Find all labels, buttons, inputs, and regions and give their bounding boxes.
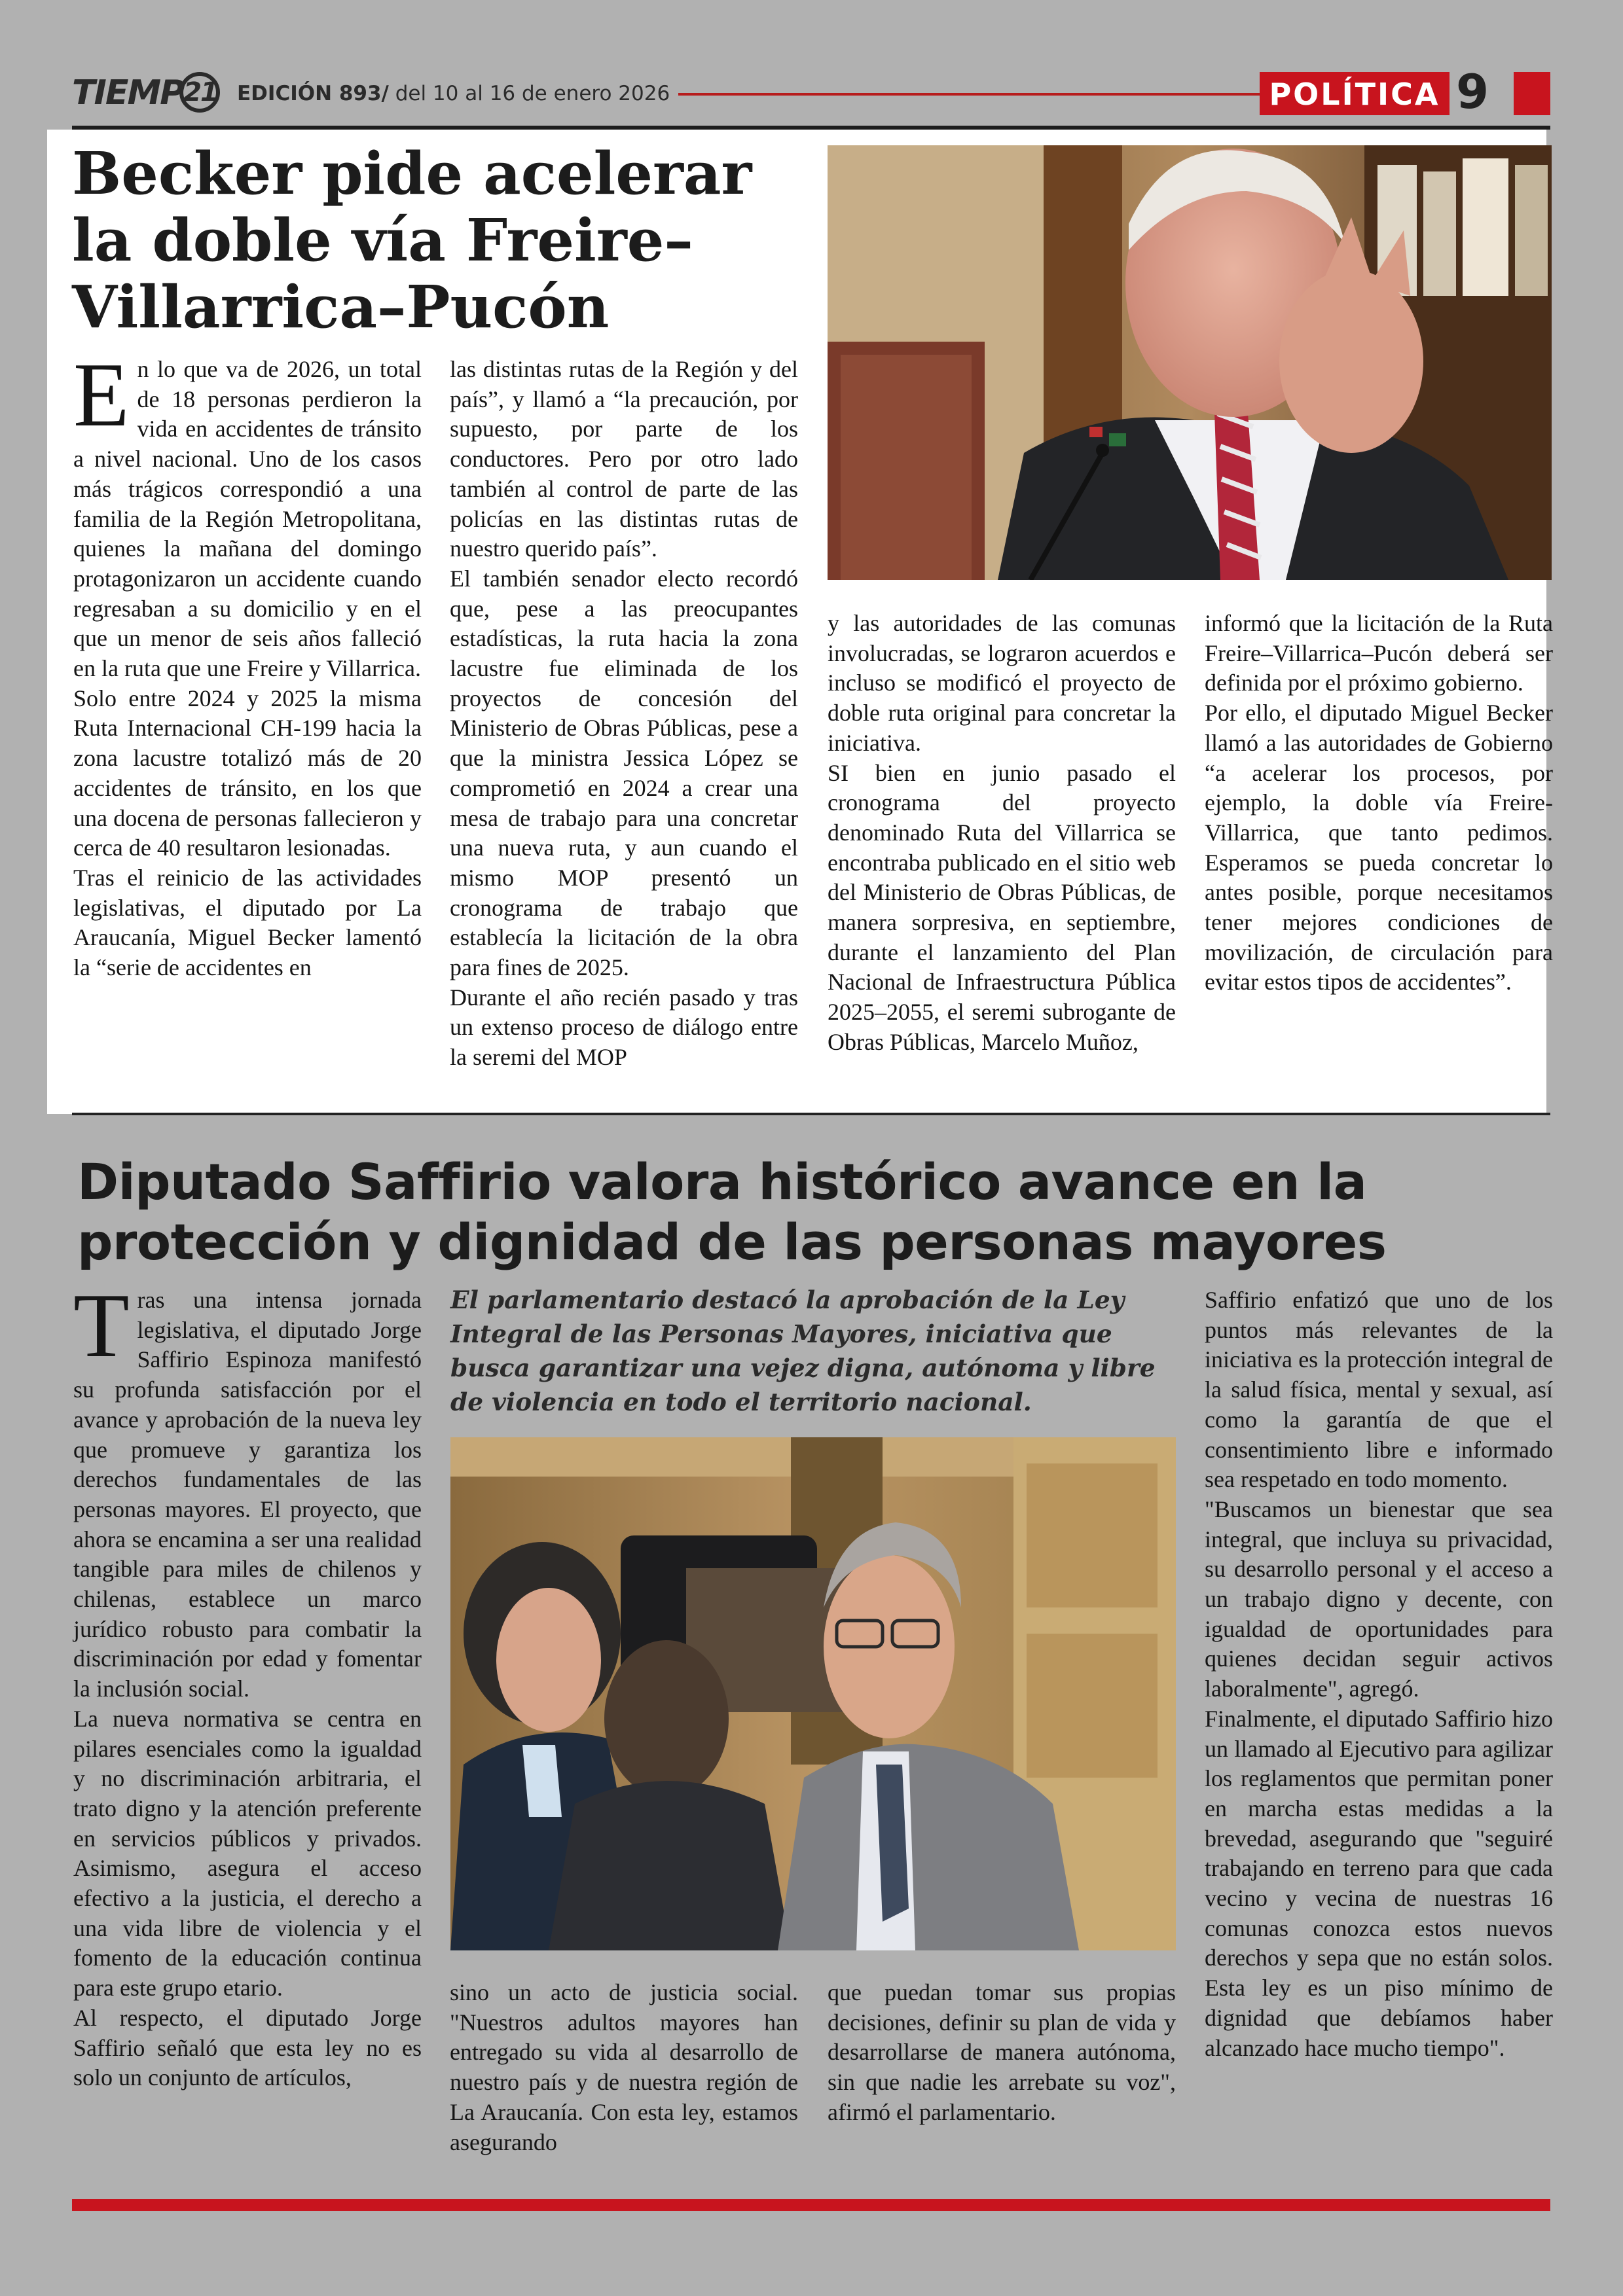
article1-paragraph: y las autoridades de las comunas involucradas, se lograron acuerdos e incluso se modificó el proyecto de doble ruta original para concretar la iniciativa. <box>828 610 1176 756</box>
header-red-rule <box>678 93 1261 96</box>
footer-red-rule <box>72 2199 1550 2211</box>
photo-becker-speaking <box>828 145 1552 580</box>
article1-paragraph: Tras el reinicio de las actividades legislativas, el diputado por La Araucanía, Miguel Becker lamentó la “serie de accidentes en <box>73 864 422 981</box>
edition-dates: del 10 al 16 de enero 2026 <box>388 82 670 105</box>
article2-lead: El parlamentario destacó la aprobación de la Ley Integral de las Personas Mayores, iniciativa que busca garantizar una vejez digna, autónoma y libre de violencia en todo el territorio nacional. <box>450 1285 1156 1416</box>
article1-paragraph: Durante el año recién pasado y tras un extenso proceso de diálogo entre la seremi del MOP <box>450 984 798 1071</box>
article1-paragraph: El también senador electo recordó que, pese a las preocupantes estadísticas, la ruta hacia la zona lacustre fue eliminada de los proyectos de concesión del Ministerio de Obras Públicas, pese a que la ministra Jessica López se comprometió en 2024 a crear una mesa de trabajo para una concretar una nueva ruta, y aun cuando el mismo MOP presentó un cronograma de trabajo que establecía la licitación de la obra para fines de 2025. <box>450 565 798 981</box>
article2-paragraph: La nueva normativa se centra en pilares esenciales como la igualdad y no discriminación arbitraria, el trato digno y la atención preferente en servicios públicos y privados. Asimismo, asegura el acceso efectivo a la justicia, el derecho a una vida libre de violencia y el fomento de la educación continua para este grupo etario. <box>73 1705 422 2001</box>
newspaper-logo <box>72 73 220 115</box>
logo-circle: 21 <box>179 72 220 113</box>
section-label: POLÍTICA <box>1260 72 1450 115</box>
article2-paragraph: que puedan tomar sus propias decisiones, definir su plan de vida y desarrollarse de manera autónoma, sin que nadie les arrebate su voz", afirmó el parlamentario. <box>828 1979 1176 2125</box>
article2-column-1 <box>73 1275 422 2093</box>
edition-label: EDICIÓN 893/ <box>237 82 389 105</box>
article1-paragraph: las distintas rutas de la Región y del país”, y llamó a “la precaución, por supuesto, por parte de los conductores. Pero por otro lado también al control de parte de las policías en las distintas rutas de nuestro querido país”. <box>450 356 798 562</box>
page-number: 9 <box>1456 64 1489 119</box>
article1-drop-cap: E <box>73 344 130 446</box>
article1-column-4 <box>1205 609 1553 997</box>
article2-column-4 <box>1205 1285 1553 2063</box>
photo-saffirio-conversation <box>450 1437 1176 1950</box>
article1-column-2 <box>450 355 798 1073</box>
article1-paragraph: n lo que va de 2026, un total de 18 personas perdieron la vida en accidentes de tránsito a nivel nacional. Uno de los casos más trágicos correspondió a una familia de la Región Metropolitana, quienes la mañana del domingo protagonizaron un accidente cuando regresaban a su domicilio y en el que un menor de seis años falleció en la ruta que une Freire y Villarrica. <box>73 356 422 682</box>
article1-paragraph: informó que la licitación de la Ruta Freire–Villarrica–Pucón deberá ser definida por el próximo gobierno. <box>1205 610 1553 696</box>
article2-paragraph: ras una intensa jornada legislativa, el diputado Jorge Saffirio Espinoza manifestó su profunda satisfacción por el avance y aprobación de la nueva ley que promueve y garantiza los derechos fundamentales de las personas mayores. El proyecto, que ahora se encamina a ser una realidad tangible para miles de chilenos y chilenas, establece un marco jurídico robusto para combatir la discriminación por edad y fomentar la inclusión social. <box>73 1287 422 1702</box>
article1-paragraph: Solo entre 2024 y 2025 la misma Ruta Internacional CH-199 hacia la zona lacustre totalizó más de 20 accidentes de tránsito, en los que una docena de personas fallecieron y cerca de 40 resultaron lesionadas. <box>73 685 422 861</box>
article1-paragraph: Por ello, el diputado Miguel Becker llamó a las autoridades de Gobierno “a acelerar los procesos, por ejemplo, la doble vía Freire-Villarrica, que tanto pedimos. Esperamos se pueda concretar lo antes posible, porque necesitamos tener mejores condiciones de movilización, de circulación para evitar estos tipos de accidentes”. <box>1205 700 1553 996</box>
edition-info <box>237 82 670 105</box>
article2-paragraph: "Buscamos un bienestar que sea integral, que incluya su privacidad, su desarrollo personal y el acceso a un trabajo digno y decente, con igualdad de oportunidades para quienes decidan seguir activos laboralmente", agregó. <box>1205 1496 1553 1702</box>
article2-column-3 <box>828 1978 1176 2128</box>
article2-title: Diputado Saffirio valora histórico avance en la protección y dignidad de las personas mayores <box>77 1153 1387 1271</box>
article2-paragraph: Finalmente, el diputado Saffirio hizo un llamado al Ejecutivo para agilizar los reglamentos que permitan poner en marcha estas medidas a la brevedad, asegurando que "seguiré trabajando en terreno para que cada vecino y vecina de nuestras 16 comunas conozca estos nuevos derechos y sepa que no están solos. Esta ley es un piso mínimo de dignidad que debíamos haber alcanzado hace mucho tiempo". <box>1205 1705 1553 2061</box>
article2-column-2 <box>450 1978 798 2157</box>
article1-title: Becker pide acelerar la doble vía Freire–Villarrica–Pucón <box>72 139 752 341</box>
article1-paragraph: SI bien en junio pasado el cronograma del proyecto denominado Ruta del Villarrica se encontraba publicado en el sitio web del Ministerio de Obras Públicas, de manera sorpresiva, en septiembre, durante el lanzamiento del Plan Nacional de Infraestructura Pública 2025–2055, el seremi subrogante de Obras Públicas, Marcelo Muñoz, <box>828 759 1176 1055</box>
article1-photo <box>828 145 1552 580</box>
article2-drop-cap: T <box>73 1275 130 1376</box>
logo-text: TIEMP <box>72 73 184 113</box>
article2-paragraph: sino un acto de justicia social. "Nuestros adultos mayores han entregado su vida al desarrollo de nuestro país y de nuestra región de La Araucanía. Con esta ley, estamos asegurando <box>450 1979 798 2155</box>
article-separator <box>72 1113 1550 1115</box>
article1-column-3 <box>828 609 1176 1058</box>
article1-column-1 <box>73 344 422 983</box>
article2-photo <box>450 1437 1176 1950</box>
header-red-square <box>1514 72 1550 115</box>
article2-paragraph: Saffirio enfatizó que uno de los puntos más relevantes de la iniciativa es la protección integral de la salud física, mental y sexual, así como la garantía de que el consentimiento libre e informado sea respetado en todo momento. <box>1205 1287 1553 1493</box>
article2-paragraph: Al respecto, el diputado Jorge Saffirio señaló que esta ley no es solo un conjunto de artículos, <box>73 2004 422 2091</box>
